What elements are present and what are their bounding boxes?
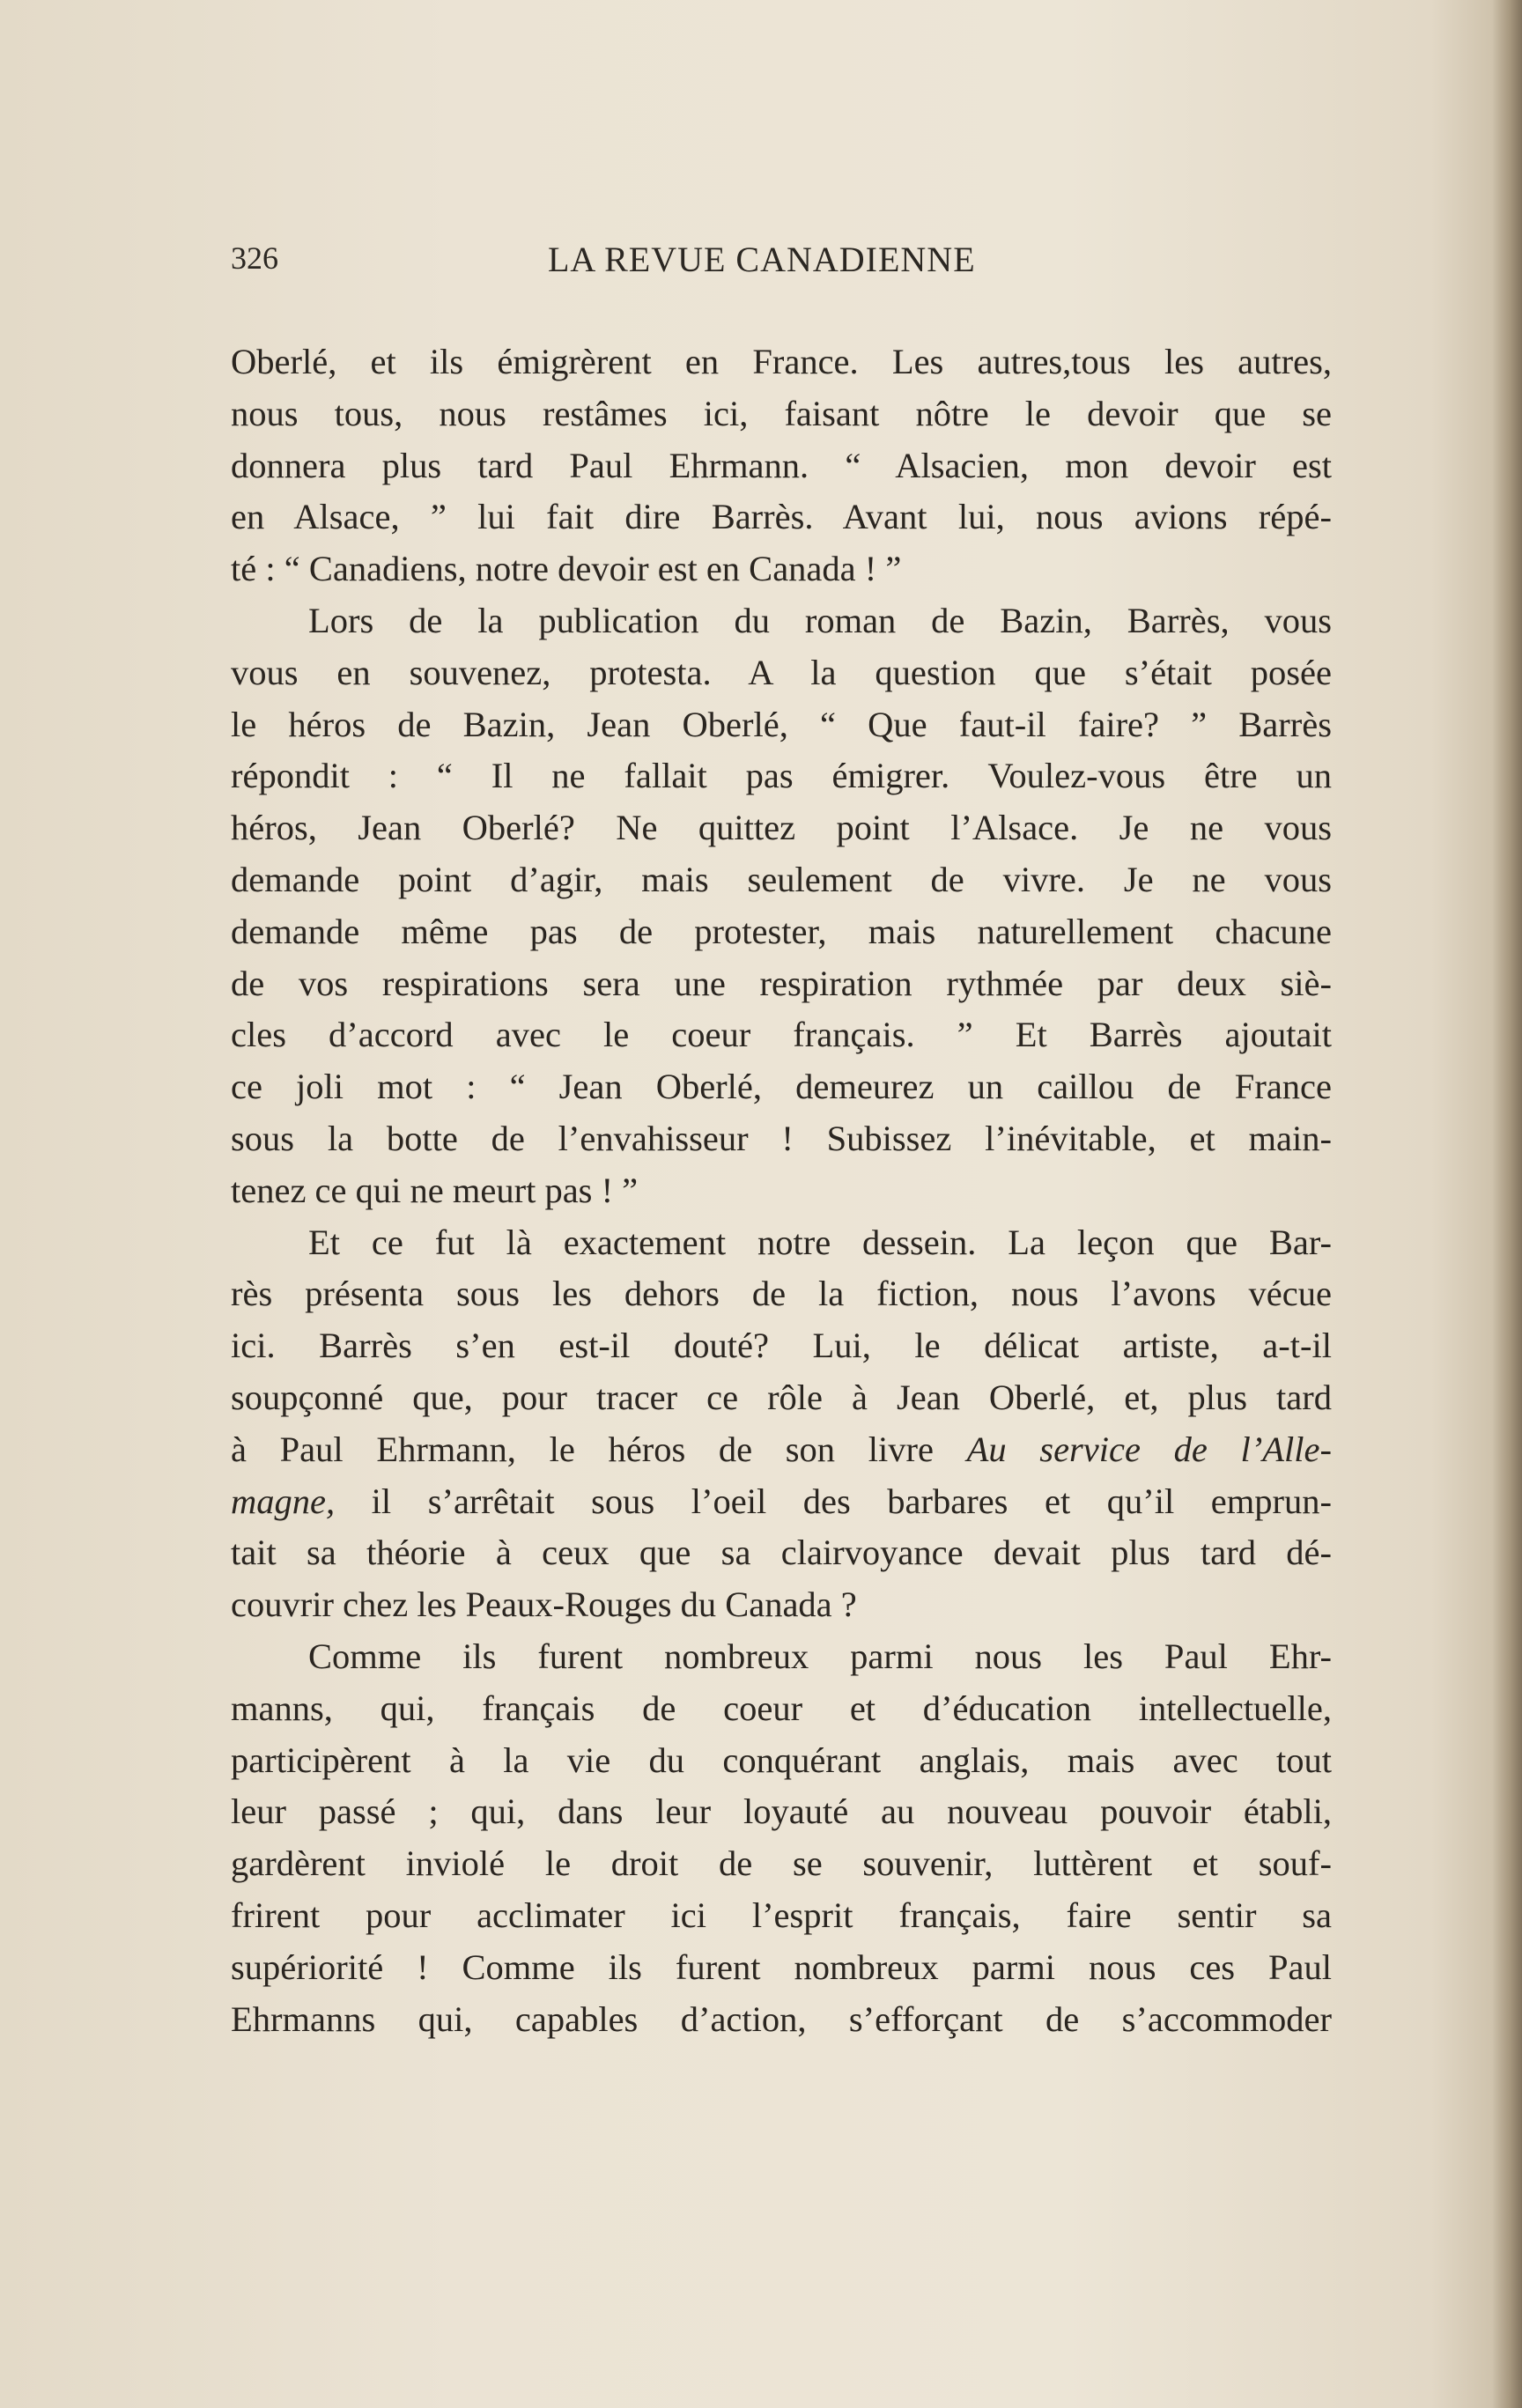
- text-line: cles d’accord avec le coeur français. ” Et Barrès ajoutait: [231, 1015, 1332, 1055]
- line-text: à Paul Ehrmann, le héros de son livre: [231, 1429, 934, 1469]
- paragraph-first-line: Comme ils furent nombreux parmi nous les Paul Ehr-: [308, 1636, 1332, 1676]
- text-line: gardèrent inviolé le droit de se souvenir, luttèrent et souf-: [231, 1843, 1332, 1884]
- text-line: supériorité ! Comme ils furent nombreux parmi nous ces Paul: [231, 1946, 1332, 1987]
- paragraph-first-line: Et ce fut là exactement notre dessein. La leçon que Bar-: [308, 1222, 1332, 1262]
- paragraph-first-line: Lors de la publication du roman de Bazin, Barrès, vous: [308, 600, 1332, 640]
- text-line: couvrir chez les Peaux-Rouges du Canada ?: [231, 1584, 857, 1625]
- book-title-italic-continued: magne,: [231, 1481, 336, 1521]
- text-line: demande même pas de protester, mais naturellement chacune: [231, 911, 1332, 951]
- text-line: leur passé ; qui, dans leur loyauté au nouveau pouvoir établi,: [231, 1791, 1332, 1832]
- text-line: participèrent à la vie du conquérant anglais, mais avec tout: [231, 1740, 1332, 1780]
- line-text: il s’arrêtait sous l’oeil des barbares et qu’il emprun-: [371, 1481, 1332, 1521]
- text-line: en Alsace, ” lui fait dire Barrès. Avant lui, nous avions répé-: [231, 497, 1332, 537]
- text-line: frirent pour acclimater ici l’esprit français, faire sentir sa: [231, 1895, 1332, 1935]
- text-line: [231, 1424, 1332, 1476]
- text-line: vous en souvenez, protesta. A la question que s’était posée: [231, 652, 1332, 692]
- text-line: rès présenta sous les dehors de la fiction, nous l’avons vécue: [231, 1274, 1332, 1314]
- body-text: [231, 336, 1332, 2045]
- page-edge-shadow: [1492, 0, 1522, 2408]
- text-line: demande point d’agir, mais seulement de vivre. Je ne vous: [231, 859, 1332, 899]
- text-line: de vos respirations sera une respiration rythmée par deux siè-: [231, 963, 1332, 1003]
- text-line: Ehrmanns qui, capables d’action, s’efforçant de s’accommoder: [231, 1998, 1332, 2039]
- text-line: nous tous, nous restâmes ici, faisant nôtre le devoir que se: [231, 393, 1332, 433]
- text-line: tenez ce qui ne meurt pas ! ”: [231, 1170, 639, 1210]
- text-line: sous la botte de l’envahisseur ! Subissez l’inévitable, et main-: [231, 1118, 1332, 1158]
- text-line: soupçonné que, pour tracer ce rôle à Jean Oberlé, et, plus tard: [231, 1377, 1332, 1417]
- page-header: [231, 236, 1112, 280]
- running-title: LA REVUE CANADIENNE: [548, 240, 976, 279]
- text-line: tait sa théorie à ceux que sa clairvoyance devait plus tard dé-: [231, 1533, 1332, 1573]
- text-line: répondit : “ Il ne fallait pas émigrer. Voulez-vous être un: [231, 756, 1332, 796]
- text-line: Oberlé, et ils émigrèrent en France. Les autres,tous les autres,: [231, 342, 1332, 381]
- text-line: manns, qui, français de coeur et d’éducation intellectuelle,: [231, 1688, 1332, 1728]
- text-line: héros, Jean Oberlé? Ne quittez point l’Alsace. Je ne vous: [231, 808, 1332, 848]
- book-title-italic: Au service de l’Alle-: [966, 1429, 1333, 1469]
- text-line: le héros de Bazin, Jean Oberlé, “ Que faut-il faire? ” Barrès: [231, 704, 1332, 744]
- text-line: té : “ Canadiens, notre devoir est en Canada ! ”: [231, 549, 902, 589]
- text-line: donnera plus tard Paul Ehrmann. “ Alsacien, mon devoir est: [231, 445, 1332, 485]
- text-line: ce joli mot : “ Jean Oberlé, demeurez un caillou de France: [231, 1067, 1332, 1107]
- text-line: [231, 1476, 1332, 1528]
- page-number: 326: [231, 240, 278, 276]
- text-line: ici. Barrès s’en est-il douté? Lui, le délicat artiste, a-t-il: [231, 1326, 1332, 1366]
